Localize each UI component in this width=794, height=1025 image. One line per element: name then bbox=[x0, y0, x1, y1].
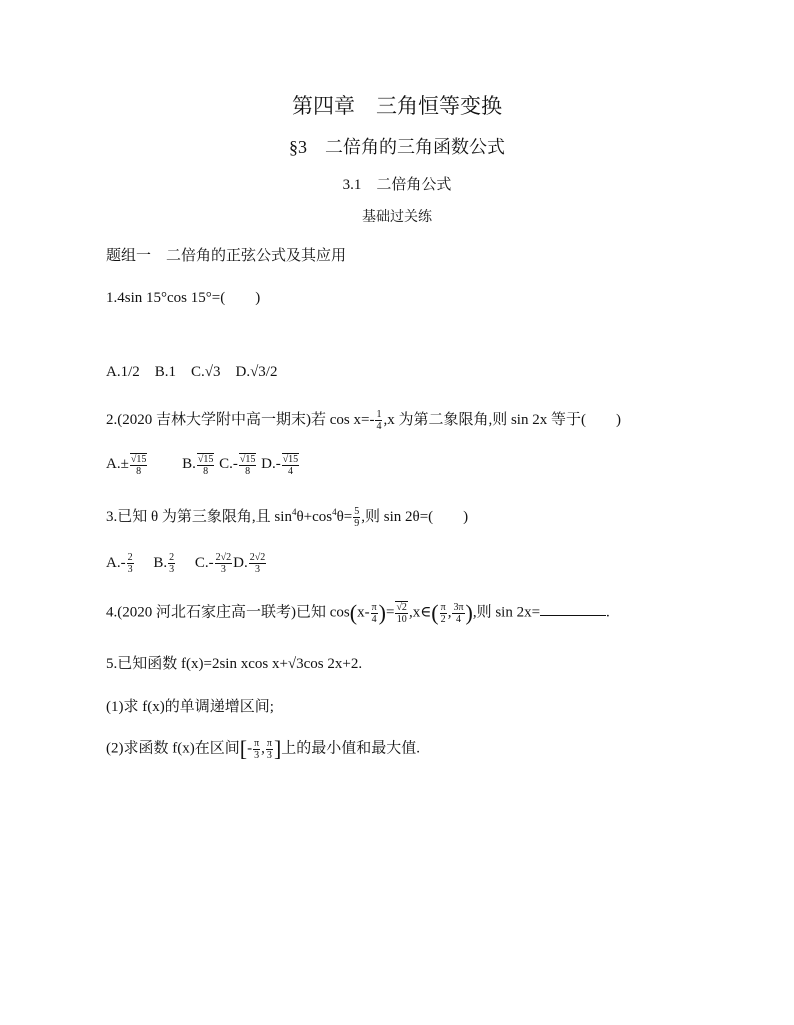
question-5-part-2: (2)求函数 f(x)在区间[- $\frac{\pi}{3}$ , $\frac{\pi}{3}$ ]上的最小值和最大值. bbox=[106, 736, 421, 761]
subsection-title: 3.1 二倍角公式 bbox=[342, 177, 452, 193]
group-title: 题组一 二倍角的正弦公式及其应用 bbox=[106, 248, 347, 264]
q2-prefix: 2.(2020 吉林大学附中高一期末)若 cos x=- bbox=[106, 412, 375, 428]
question-1-stem: 1.4sin 15°cos 15°=( ) bbox=[106, 290, 261, 306]
question-2-options: A.± $\frac{√15}{8}$ B. $\frac{√15}{8}$ C.- $\frac{√15}{8}$ D.- $\frac{√15}{4}$ bbox=[106, 453, 299, 477]
level-label: 基础过关练 bbox=[362, 210, 432, 225]
question-5-stem: 5.已知函数 f(x)=2sin xcos x+√3cos 2x+2. bbox=[106, 656, 363, 672]
chapter-title: 第四章 三角恒等变换 bbox=[292, 94, 502, 118]
question-4-stem: 4.(2020 河北石家庄高一联考)已知 cos(x- $\frac{\pi}{4}$ )= $\frac{√2}{10}$ ,x∈( $\frac{\pi}{2}$ , $\frac{3\pi}{4}$ ),则 sin 2x= . bbox=[106, 600, 610, 625]
q2-suffix: ,x 为第二象限角,则 sin 2x 等于( ) bbox=[383, 412, 621, 428]
section-title: §3 二倍角的三角函数公式 bbox=[289, 137, 505, 157]
answer-blank[interactable] bbox=[540, 601, 606, 616]
question-1-options: A.1/2 B.1 C.√3 D.√3/2 bbox=[106, 364, 278, 380]
question-5-part-1: (1)求 f(x)的单调递增区间; bbox=[106, 699, 274, 715]
question-3-options: A.- $\frac{2}{3}$ B. $\frac{2}{3}$ C.- $\frac{2√2}{3}$ D. $\frac{2√2}{3}$ bbox=[106, 552, 266, 576]
question-2-stem bbox=[106, 408, 621, 432]
q2-frac: $\frac{1}{4}$ bbox=[376, 409, 382, 433]
question-3-stem: 3.已知 θ 为第三象限角,且 $\sin^4\theta+\cos^4\theta=$ $\frac{5}{9}$ ,则 sin 2θ=( ) bbox=[106, 506, 469, 530]
